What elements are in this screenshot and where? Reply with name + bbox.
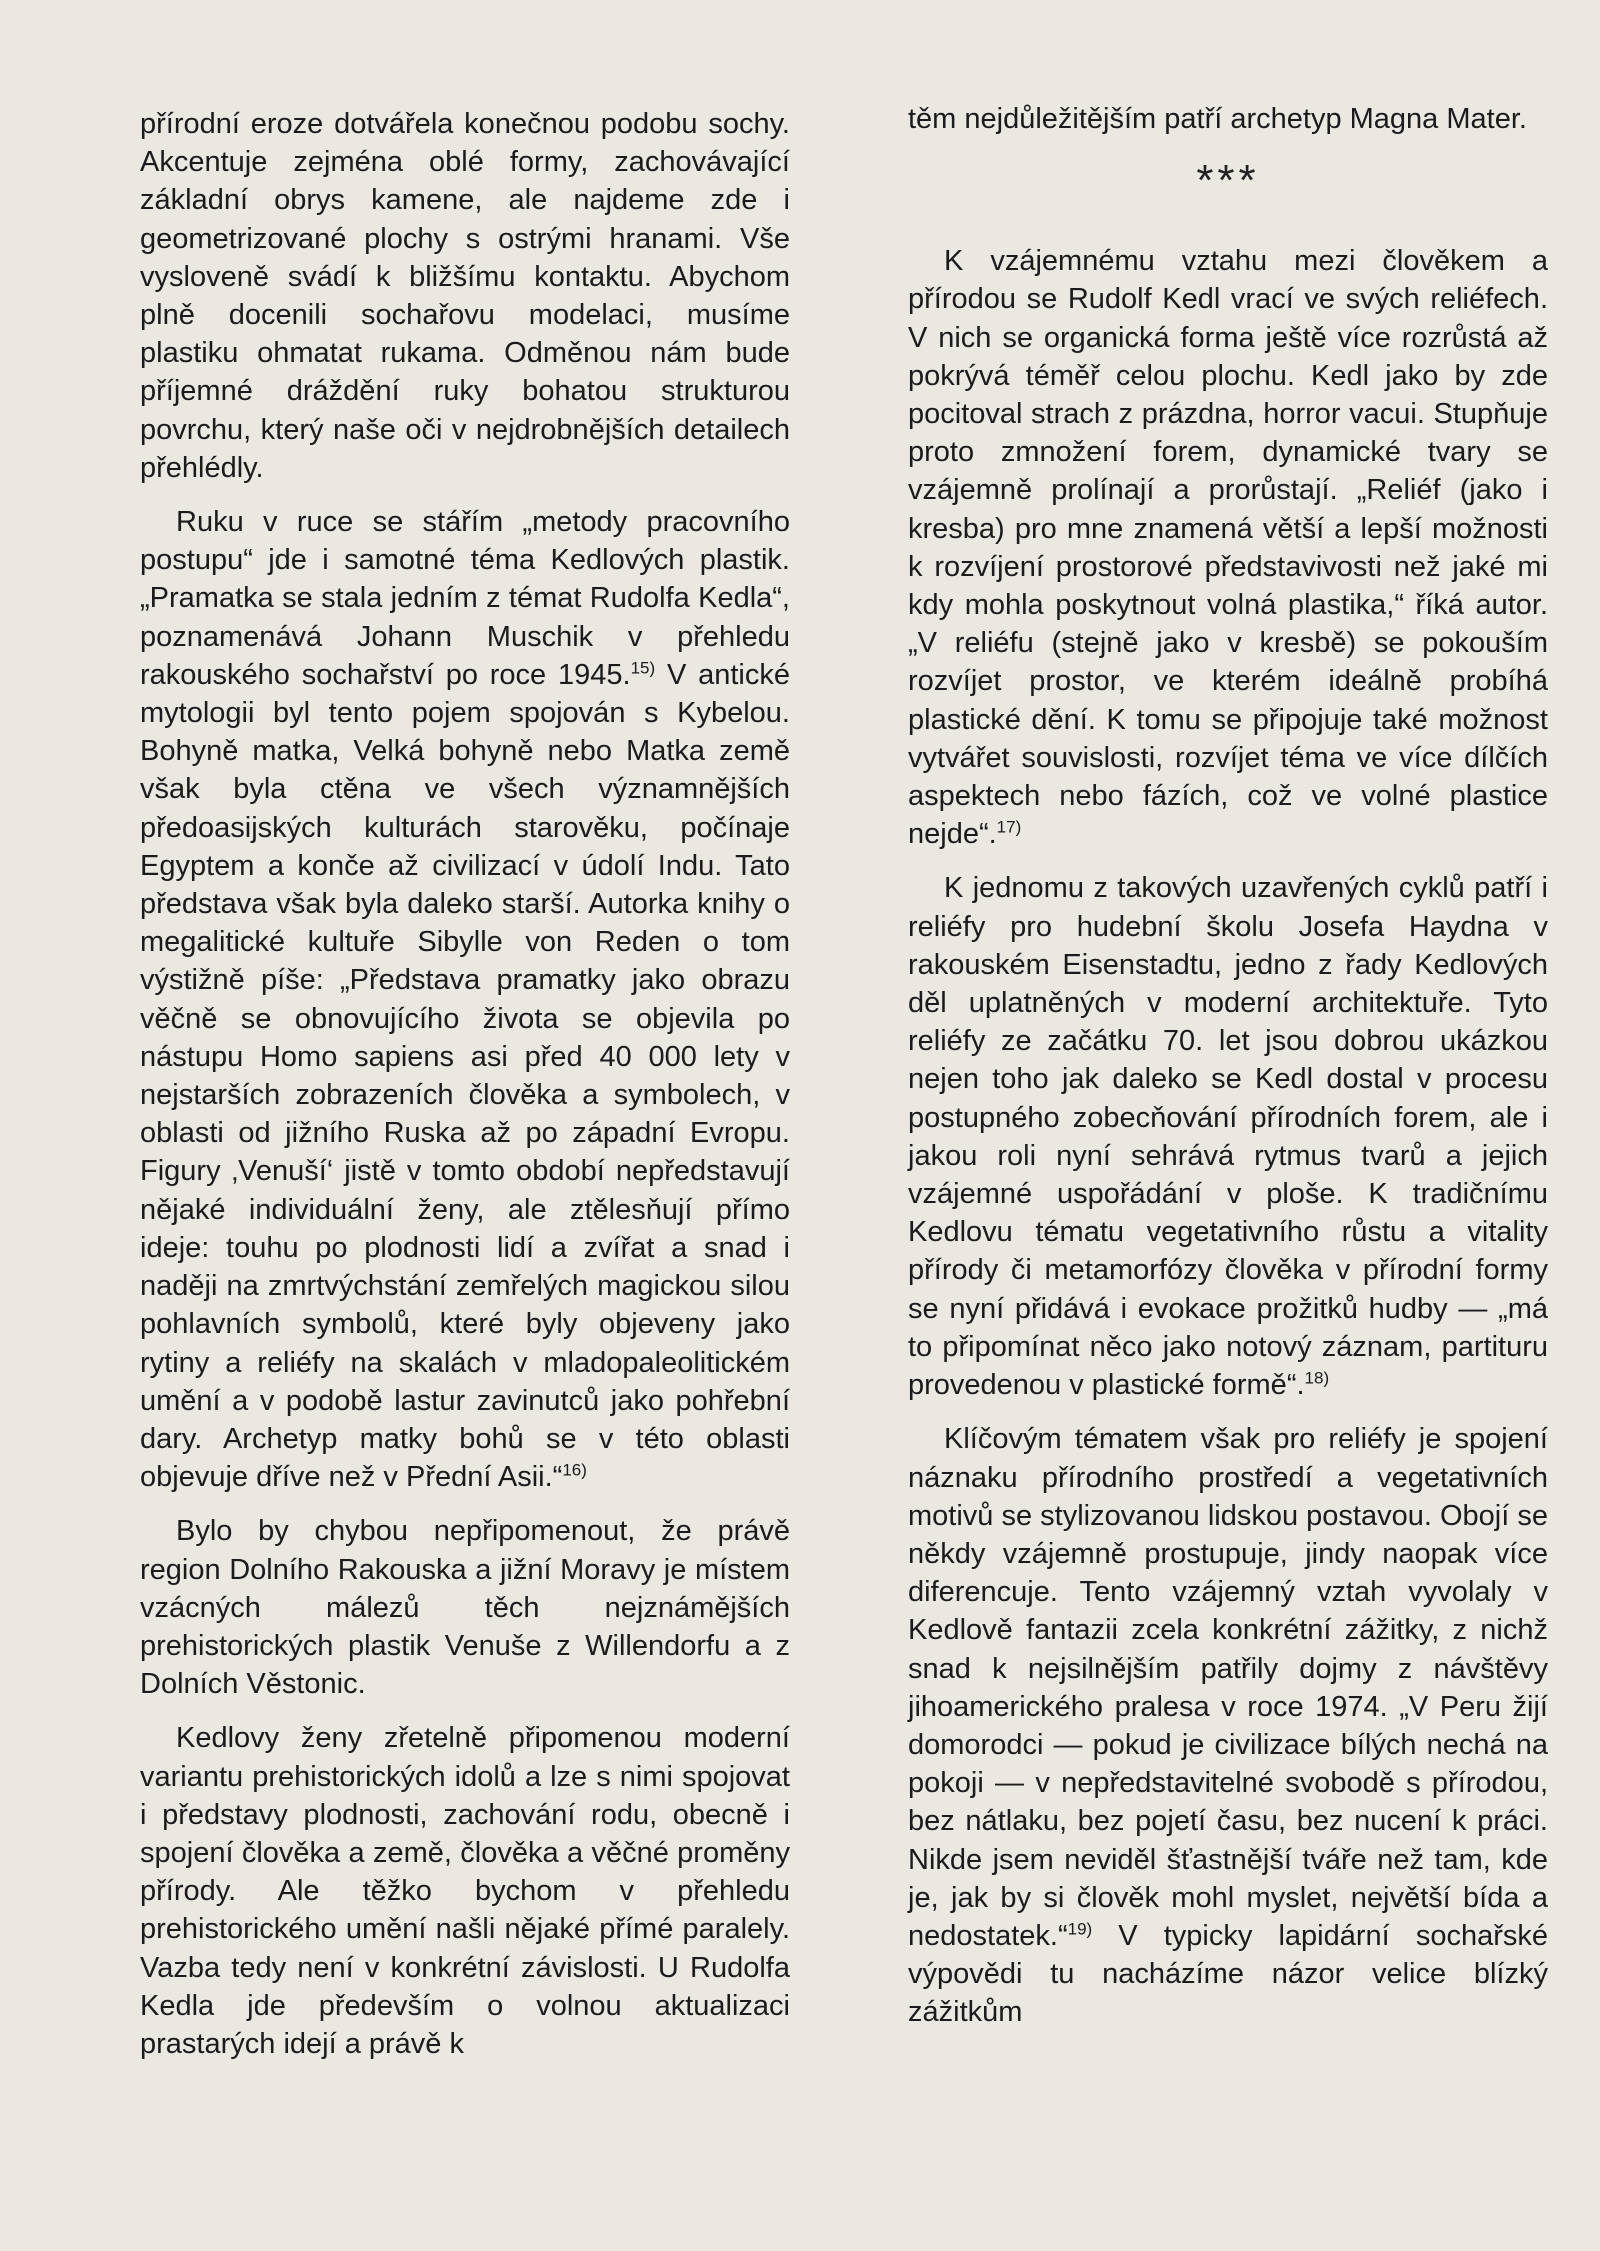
paragraph-7	[908, 1420, 1548, 2031]
footnote-ref-15: 15)	[630, 658, 656, 678]
paragraph-text: Klíčovým tématem však pro reliéfy je spojení náznaku přírodního prostředí a vegetativních motivů se stylizovanou lidskou postavou. Obojí se někdy vzájemně prostupuje, jindy naopak více diferencuje. Tento vzájemný vztah vyvolaly v Kedlově fantazii zcela konkrétní zážitky, z nichž snad k nejsilnějším patřily dojmy z návštěvy jihoamerického pralesa v roce 1974. „V Peru žijí domorodci — pokud je civilizace bílých nechá na pokoji — v nepředstavitelné svobodě s přírodou, bez nátlaku, bez pojetí času, bez nucení k práci. Nikde jsem neviděl šťastnější tváře než tam, kde je, jak by si člověk mohl myslet, největší bída a nedostatek.“	[908, 1423, 1548, 1952]
paragraph-text: K jednomu z takových uzavřených cyklů patří i reliéfy pro hudební školu Josefa Haydna v rakouském Eisenstadtu, jedno z řady Kedlových děl uplatněných v moderní architektuře. Tyto reliéfy ze začátku 70. let jsou dobrou ukázkou nejen toho jak daleko se Kedl dostal v procesu postupného zobecňování přírodních forem, ale i jakou roli nyní sehrává rytmus tvarů a jejich vzájemné uspořádání v ploše. K tradičnímu Kedlovu tématu vegetativního růstu a vitality přírody či metamorfózy člověka v přírodní formy se nyní přidává i evokace prožitků hudby — „má to připomínat něco jako notový záznam, partituru provedenou v plastické formě“.	[908, 872, 1548, 1402]
paragraph-text: přírodní eroze dotvářela konečnou podobu sochy. Akcentuje zejména oblé formy, zachovávající základní obrys kamene, ale najdeme zde i geometrizované plochy s ostrými hranami. Vše vysloveně svádí k bližšímu kontaktu. Abychom plně docenili sochařovu modelaci, musíme plastiku ohmatat rukama. Odměnou nám bude příjemné dráždění ruky bohatou strukturou povrchu, který naše oči v nejdrobnějších detailech přehlédly.	[140, 108, 790, 484]
section-separator: ***	[1196, 156, 1260, 206]
paragraph-5	[908, 242, 1548, 853]
paragraph-text: těm nejdůležitějším patří archetyp Magna Mater.	[908, 103, 1527, 135]
footnote-ref-17: 17)	[996, 817, 1022, 837]
paragraph-text: V antické mytologii byl tento pojem spojován s Kybelou. Bohyně matka, Velká bohyně nebo Matka země však byla ctěna ve všech významnějších předoasijských kulturách starověku, počínaje Egyptem a konče až civilizací v údolí Indu. Tato představa však byla daleko starší. Autorka knihy o megalitické kultuře Sibylle von Reden o tom výstižně píše: „Představa pramatky jako obrazu věčně se obnovujícího života se objevila po nástupu Homo sapiens asi před 40 000 lety v nejstarších zobrazeních člověka a symbolech, v oblasti od jižního Ruska až po západní Evropu. Figury ‚Venuší‘ jistě v tomto období nepředstavují nějaké individuální ženy, ale ztělesňují přímo ideje: touhu po plodnosti lidí a zvířat a snad i naději na zmrtvýchstání zemřelých magickou silou pohlavních symbolů, které byly objeveny jako rytiny a reliéfy na skalách v mladopaleolitickém umění a v podobě lastur zavinutců jako pohřební dary. Archetyp matky bohů se v této oblasti objevuje dříve než v Přední Asii.“	[140, 658, 790, 1494]
paragraph-continuation	[908, 100, 1548, 138]
paragraph-1	[140, 105, 790, 487]
paragraph-text: Ruku v ruce se stářím „metody pracovního postupu“ jde i samotné téma Kedlových plastik. „Pramatka se stala jedním z témat Rudolfa Kedla“, poznamenává Johann Muschik v přehledu rakouského sochařství po roce 1945.	[140, 506, 790, 691]
footnote-ref-16: 16)	[562, 1460, 587, 1480]
paragraph-text: K vzájemnému vztahu mezi člověkem a přírodou se Rudolf Kedl vrací ve svých reliéfech. V nich se organická forma ještě více rozrůstá až pokrývá téměř celou plochu. Kedl jako by zde pocitoval strach z prázdna, horror vacui. Stupňuje proto zmnožení forem, dynamické tvary se vzájemně prolínají a prorůstají. „Reliéf (jako i kresba) pro mne znamená větší a lepší možnosti k rozvíjení prostorové představivosti než jaké mi kdy mohla poskytnout volná plastika,“ říká autor. „V reliéfu (stejně jako v kresbě) se pokouším rozvíjet prostor, ve kterém ideálně probíhá plastické dění. K tomu se připojuje také možnost vytvářet souvislosti, rozvíjet téma ve více dílčích aspektech nebo fázích, což ve volné plastice nejde“.	[908, 245, 1548, 851]
paragraph-4	[140, 1719, 790, 2063]
footnote-ref-18: 18)	[1304, 1368, 1330, 1388]
right-column	[908, 100, 1548, 2048]
paragraph-6	[908, 869, 1548, 1404]
left-column	[140, 105, 790, 2079]
paragraph-text: Bylo by chybou nepřipomenout, že právě region Dolního Rakouska a jižní Moravy je místem vzácných málezů těch nejznámějších prehistorických plastik Venuše z Willendorfu a z Dolních Věstonic.	[140, 1515, 790, 1701]
paragraph-2	[140, 503, 790, 1496]
paragraph-text-tail: V typicky lapidární sochařské výpovědi tu nacházíme názor velice blízký zážitkům	[908, 1919, 1548, 2029]
paragraph-3	[140, 1512, 790, 1703]
footnote-ref-19: 19)	[1067, 1919, 1093, 1939]
paragraph-text: Kedlovy ženy zřetelně připomenou moderní variantu prehistorických idolů a lze s nimi spojovat i představy plodnosti, zachování rodu, obecně i spojení člověka a země, člověka a věčné proměny přírody. Ale těžko bychom v přehledu prehistorického umění našli nějaké přímé paralely. Vazba tedy není v konkrétní závislosti. U Rudolfa Kedla jde především o volnou aktualizaci prastarých idejí a právě k	[140, 1722, 790, 2060]
